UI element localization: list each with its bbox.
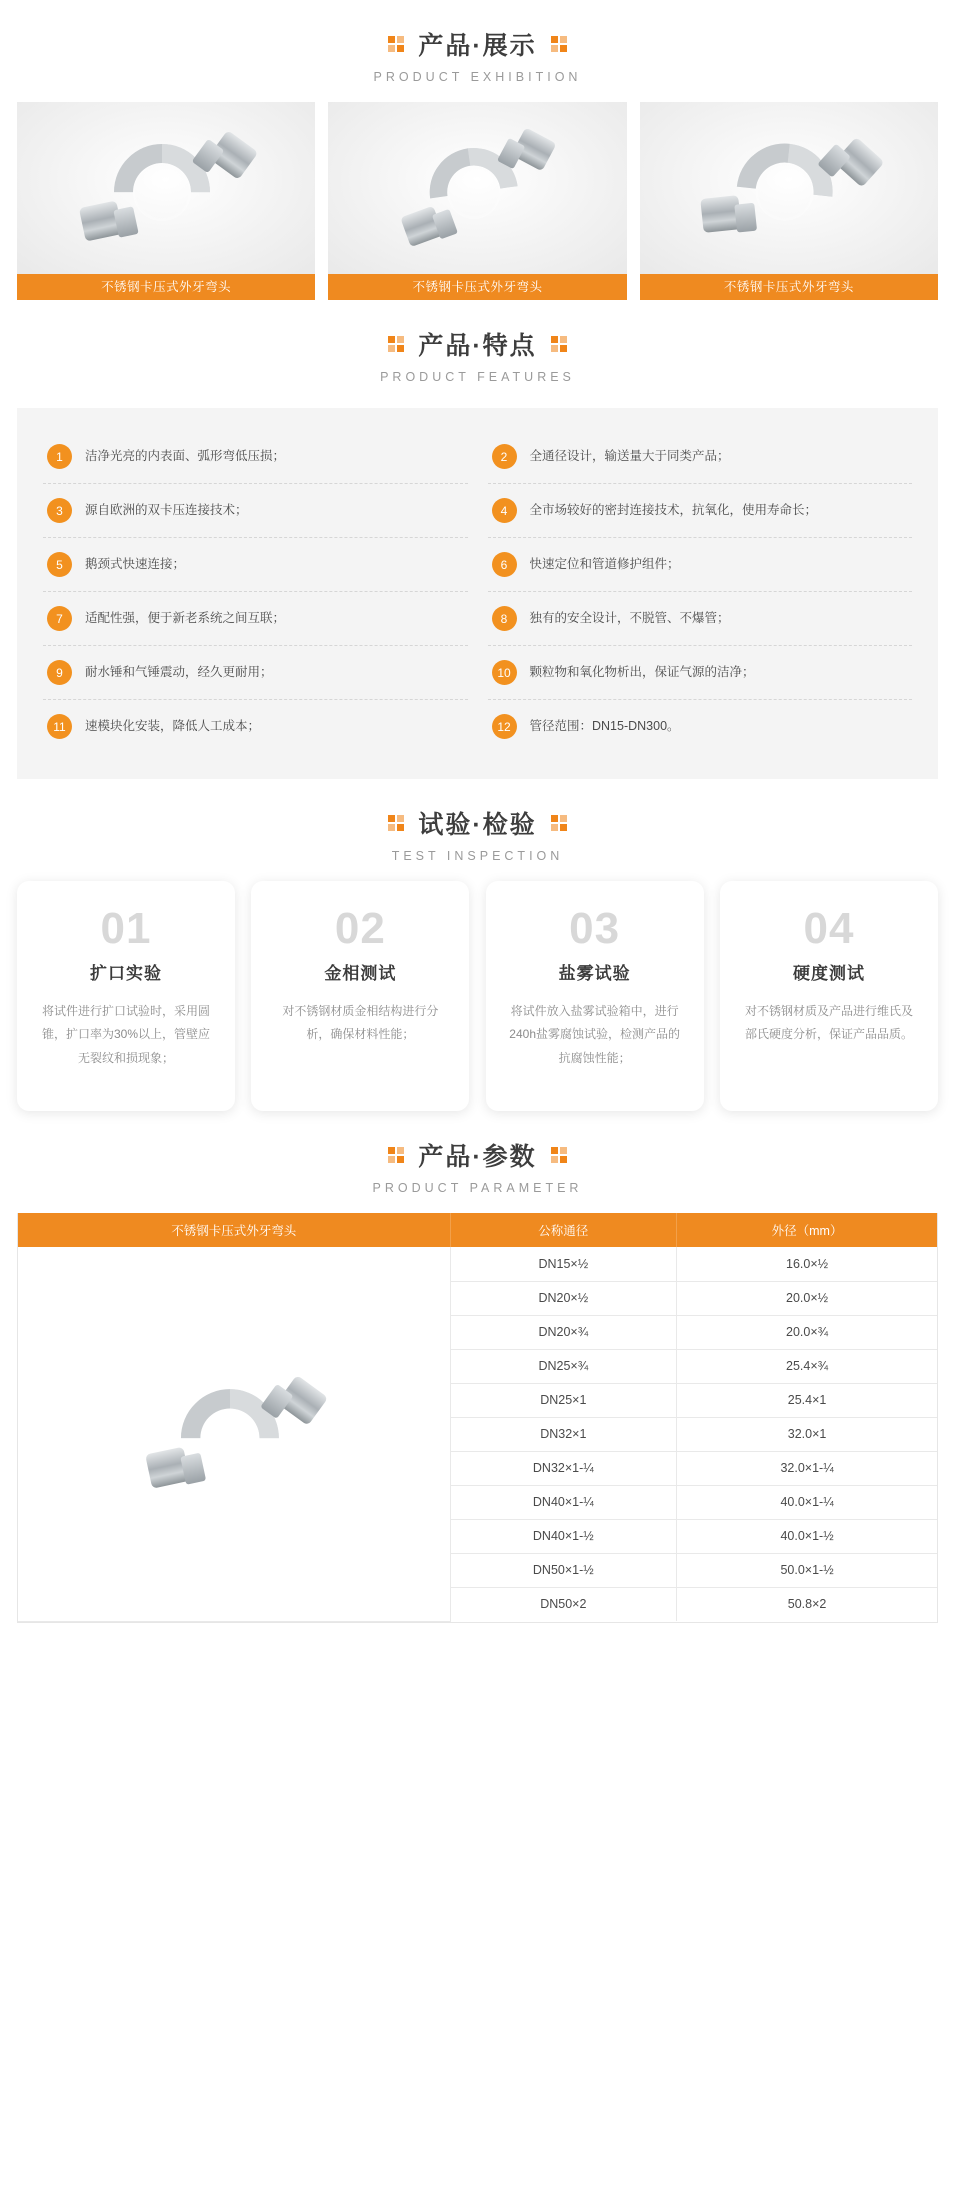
elbow-fitting-illustration	[693, 119, 885, 257]
feature-text: 洁净光亮的内表面、弧形弯低压损；	[85, 449, 286, 464]
parameter-table	[18, 1213, 937, 1622]
cell-nominal: DN20×½	[450, 1281, 677, 1315]
feature-item	[488, 484, 913, 538]
cell-nominal: DN20×¾	[450, 1315, 677, 1349]
feature-number: 6	[492, 552, 517, 577]
inspection-name: 扩口实验	[90, 964, 162, 983]
features-grid	[43, 430, 912, 753]
feature-item	[488, 538, 913, 592]
decor-dots-icon	[388, 1147, 405, 1164]
table-header-nominal: 公称通径	[450, 1213, 677, 1247]
feature-item	[43, 646, 468, 700]
cell-nominal: DN32×1	[450, 1417, 677, 1451]
feature-text: 适配性强，便于新老系统之间互联；	[85, 611, 286, 626]
decor-dots-icon	[551, 815, 568, 832]
inspection-name: 硬度测试	[792, 964, 865, 983]
decor-dots-icon	[551, 336, 568, 353]
cell-outer: 40.0×1-½	[677, 1519, 937, 1553]
elbow-fitting-illustration	[142, 1373, 326, 1495]
section-header-exhibition	[0, 0, 955, 98]
feature-text: 源自欧洲的双卡压连接技术；	[85, 503, 248, 518]
section-title-en: PRODUCT PARAMETER	[372, 1181, 583, 1195]
cell-nominal: DN25×¾	[450, 1349, 677, 1383]
cell-nominal: DN15×½	[450, 1247, 677, 1281]
feature-number: 1	[47, 444, 72, 469]
inspection-name: 盐雾试验	[558, 964, 631, 983]
section-title-en: PRODUCT FEATURES	[380, 370, 575, 384]
section-header-features	[0, 300, 955, 398]
feature-item	[488, 430, 913, 484]
feature-number: 3	[47, 498, 72, 523]
feature-number: 7	[47, 606, 72, 631]
cell-nominal: DN32×1-¼	[450, 1451, 677, 1485]
inspection-card	[17, 881, 235, 1111]
product-image	[640, 102, 938, 274]
cell-nominal: DN40×1-¼	[450, 1485, 677, 1519]
inspection-desc: 将试件放入盐雾试验箱中，进行240h盐雾腐蚀试验，检测产品的抗腐蚀性能；	[509, 1004, 680, 1065]
cell-outer: 32.0×1-¼	[677, 1451, 937, 1485]
exhibition-gallery	[0, 98, 955, 300]
inspection-card	[720, 881, 938, 1111]
decor-dots-icon	[388, 36, 405, 53]
feature-text: 全通径设计，输送量大于同类产品；	[529, 449, 730, 464]
feature-item	[488, 700, 913, 753]
elbow-fitting-illustration	[388, 122, 567, 254]
cell-outer: 20.0×¾	[677, 1315, 937, 1349]
feature-item	[43, 430, 468, 484]
inspection-desc: 对不锈钢材质金相结构进行分析，确保材料性能；	[282, 1004, 439, 1042]
cell-outer: 50.0×1-½	[677, 1553, 937, 1587]
cell-outer: 25.4×¾	[677, 1349, 937, 1383]
product-image	[328, 102, 626, 274]
cell-nominal: DN50×2	[450, 1587, 677, 1621]
inspection-desc: 将试件进行扩口试验时，采用圆锥，扩口率为30%以上，管壁应无裂纹和损现象；	[41, 1004, 211, 1065]
inspection-number: 02	[334, 904, 386, 953]
feature-item	[43, 484, 468, 538]
features-panel	[17, 408, 938, 779]
table-header-row	[18, 1213, 937, 1247]
section-title-en: TEST INSPECTION	[391, 849, 564, 863]
product-card[interactable]	[640, 102, 938, 300]
product-card[interactable]	[328, 102, 626, 300]
product-caption: 不锈钢卡压式外牙弯头	[328, 274, 626, 300]
cell-outer: 20.0×½	[677, 1281, 937, 1315]
feature-text: 快速定位和管道修护组件；	[529, 557, 680, 572]
decor-dots-icon	[551, 1147, 568, 1164]
cell-nominal: DN40×1-½	[450, 1519, 677, 1553]
table-row	[18, 1247, 937, 1281]
feature-number: 12	[492, 714, 517, 739]
section-header-inspection	[0, 779, 955, 877]
inspection-card	[251, 881, 469, 1111]
inspection-number: 04	[803, 904, 855, 953]
feature-item	[488, 646, 913, 700]
feature-item	[43, 700, 468, 753]
parameter-table-wrap	[17, 1213, 938, 1623]
elbow-fitting-illustration	[76, 128, 256, 248]
decor-dots-icon	[388, 815, 405, 832]
feature-item	[43, 538, 468, 592]
cell-nominal: DN50×1-½	[450, 1553, 677, 1587]
feature-number: 9	[47, 660, 72, 685]
feature-text: 鹅颈式快速连接；	[85, 557, 186, 572]
feature-text: 全市场较好的密封连接技术，抗氧化，使用寿命长；	[529, 503, 818, 518]
section-header-parameter	[0, 1111, 955, 1209]
inspection-number: 01	[100, 904, 152, 953]
feature-number: 5	[47, 552, 72, 577]
feature-item	[43, 592, 468, 646]
feature-number: 8	[492, 606, 517, 631]
inspection-number: 03	[569, 904, 621, 953]
table-header-product: 不锈钢卡压式外牙弯头	[18, 1213, 450, 1247]
product-card[interactable]	[17, 102, 315, 300]
cell-outer: 25.4×1	[677, 1383, 937, 1417]
section-title-cn: 产品·参数	[418, 1143, 537, 1171]
cell-nominal: DN25×1	[450, 1383, 677, 1417]
feature-number: 4	[492, 498, 517, 523]
section-title-en: PRODUCT EXHIBITION	[373, 70, 582, 84]
inspection-name: 金相测试	[324, 964, 397, 983]
feature-number: 11	[47, 714, 72, 739]
product-image	[17, 102, 315, 274]
cell-outer: 16.0×½	[677, 1247, 937, 1281]
parameter-product-image	[18, 1247, 450, 1621]
product-caption: 不锈钢卡压式外牙弯头	[17, 274, 315, 300]
feature-text: 颗粒物和氧化物析出，保证气源的洁净；	[529, 665, 755, 680]
feature-number: 2	[492, 444, 517, 469]
decor-dots-icon	[388, 336, 405, 353]
cell-outer: 40.0×1-¼	[677, 1485, 937, 1519]
feature-item	[488, 592, 913, 646]
section-title-cn: 试验·检验	[418, 811, 537, 839]
inspection-desc: 对不锈钢材质及产品进行维氏及部氏硬度分析，保证产品品质。	[744, 1004, 913, 1042]
cell-outer: 32.0×1	[677, 1417, 937, 1451]
inspection-card	[486, 881, 704, 1111]
feature-text: 速模块化安装，降低人工成本；	[85, 719, 261, 734]
section-title-cn: 产品·特点	[418, 332, 537, 360]
feature-text: 耐水锤和气锤震动，经久更耐用；	[85, 665, 273, 680]
table-header-outer: 外径（mm）	[677, 1213, 937, 1247]
decor-dots-icon	[551, 36, 568, 53]
feature-number: 10	[492, 660, 517, 685]
section-title-cn: 产品·展示	[418, 32, 537, 60]
cell-outer: 50.8×2	[787, 1597, 827, 1612]
product-caption: 不锈钢卡压式外牙弯头	[640, 274, 938, 300]
inspection-cards	[0, 877, 955, 1111]
feature-text: 管径范围：DN15-DN300。	[529, 719, 680, 734]
feature-text: 独有的安全设计，不脱管、不爆管；	[529, 611, 730, 626]
